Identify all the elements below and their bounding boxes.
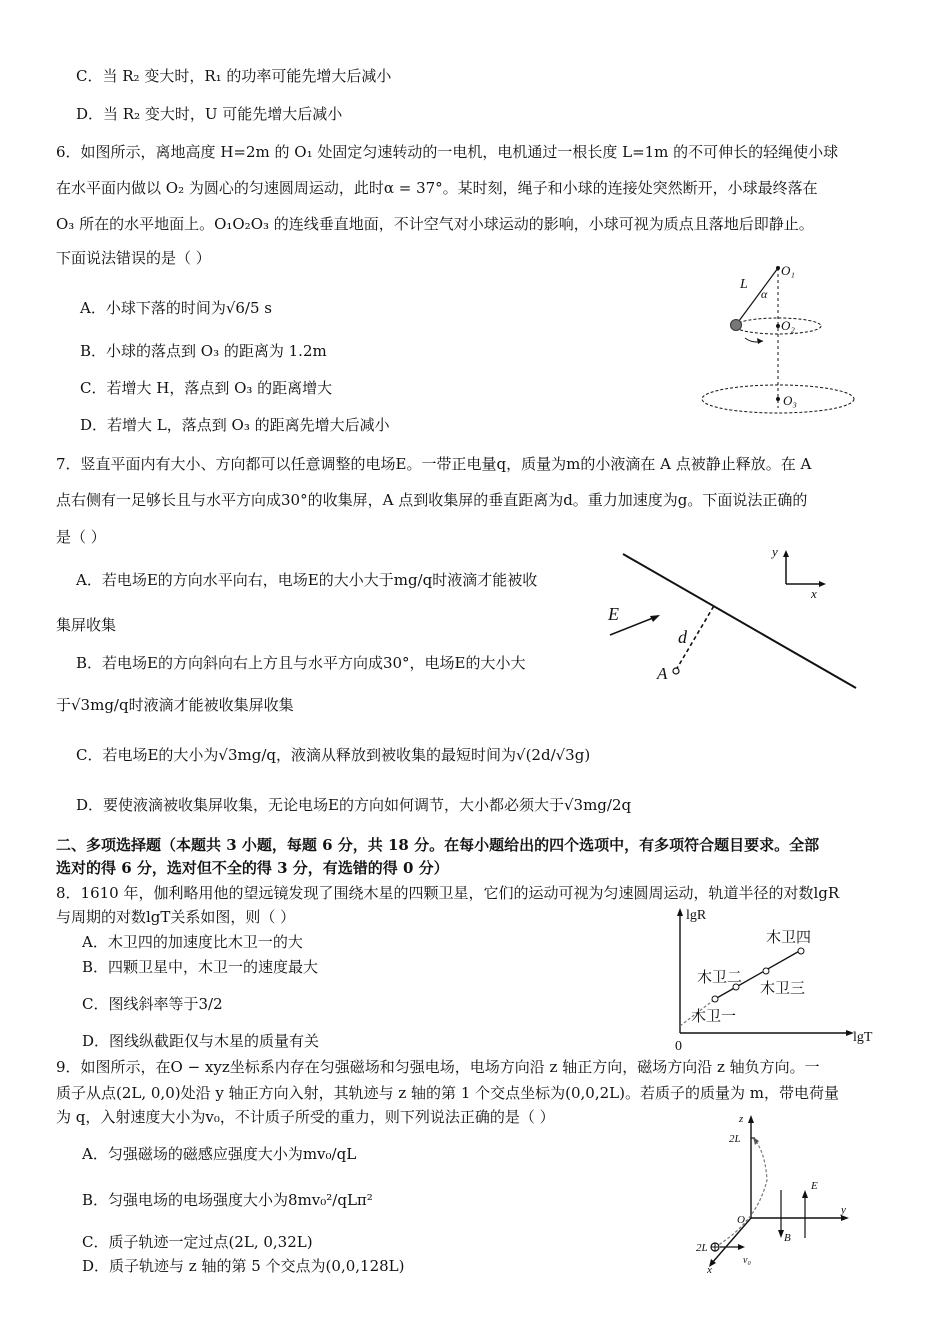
q8-lgR-lgT-graph	[665, 905, 885, 1055]
q8-stem-line1: 8．1610 年，伽利略用他的望远镜发现了围绕木星的四颗卫星，它们的运动可视为匀速圆周运动，轨道半径的对数lgR	[56, 884, 840, 902]
q6-fig-label-l: L	[740, 277, 748, 292]
q7-collection-screen-figure	[590, 540, 870, 700]
q9-fig-label-v0: v₀	[743, 1255, 751, 1266]
q7-fig-label-d: d	[678, 627, 687, 647]
q7-option-d: D．要使液滴被收集屏收集，无论电场E的方向如何调节，大小都必须大于√3mg/2q	[76, 796, 632, 814]
q8-ylabel: lgR	[686, 908, 707, 923]
q8-label-s1: 木卫一	[691, 1009, 737, 1025]
q6-fig-label-o2: O₂	[781, 318, 795, 333]
q6-pendulum-figure	[690, 258, 860, 418]
q9-fig-label-x: x	[707, 1264, 712, 1276]
q7-stem-line3: 是（ ）	[56, 528, 106, 546]
q6-option-c: C．若增大 H，落点到 O₃ 的距离增大	[80, 379, 333, 397]
q7-option-b-line2: 于√3mg/q时液滴才能被收集屏收集	[56, 696, 294, 714]
q9-coordinate-figure	[695, 1110, 865, 1275]
q7-option-b-line1: B．若电场E的方向斜向右上方且与水平方向成30°，电场E的大小大	[76, 654, 526, 672]
q9-fig-label-x2l: 2L	[696, 1242, 708, 1254]
q8-label-s4: 木卫四	[766, 930, 812, 946]
q9-fig-label-z2l: 2L	[729, 1133, 741, 1145]
q9-stem-line3: 为 q，入射速度大小为v₀，不计质子所受的重力，则下列说法正确的是（ ）	[56, 1108, 555, 1126]
q9-option-b: B．匀强电场的电场强度大小为8mv₀²/qLπ²	[82, 1191, 373, 1209]
q8-option-c: C．图线斜率等于3/2	[82, 995, 223, 1013]
q8-point-s4	[798, 948, 804, 954]
q7-fig-label-y: y	[772, 544, 778, 559]
q8-stem-line2: 与周期的对数lgT关系如图，则（ ）	[56, 908, 296, 926]
q8-origin: 0	[675, 1039, 682, 1054]
q6-stem-line3: O₃ 所在的水平地面上。O₁O₂O₃ 的连线垂直地面，不计空气对小球运动的影响，小球可视为质点且落地后即静止。	[56, 215, 814, 233]
q8-option-b: B．四颗卫星中，木卫一的速度最大	[82, 958, 319, 976]
q8-option-a: A．木卫四的加速度比木卫一的大	[82, 933, 303, 951]
q6-stem-line1: 6．如图所示，离地高度 H=2m 的 O₁ 处固定匀速转动的一电机，电机通过一根长度 L=1m 的不可伸长的轻绳使小球	[56, 143, 839, 161]
q9-option-a: A．匀强磁场的磁感应强度大小为mv₀/qL	[82, 1145, 357, 1163]
q5-option-d: D．当 R₂ 变大时，U 可能先增大后减小	[76, 105, 343, 123]
q6-fig-label-o1: O₁	[781, 263, 795, 278]
q8-label-s2: 木卫二	[697, 970, 743, 986]
q5-option-c: C．当 R₂ 变大时，R₁ 的功率可能先增大后减小	[76, 67, 392, 85]
q6-fig-label-o3: O₃	[783, 393, 797, 408]
q9-fig-label-o: O	[737, 1214, 745, 1226]
q8-label-s3: 木卫三	[760, 981, 806, 997]
q9-fig-label-z: z	[739, 1113, 744, 1125]
q9-option-c: C．质子轨迹一定过点(2L, 0,32L)	[82, 1233, 313, 1251]
q7-stem-line1: 7．竖直平面内有大小、方向都可以任意调整的电场E。一带正电量q，质量为m的小液滴在 A 点被静止释放。在 A	[56, 455, 812, 473]
q9-fig-label-e: E	[811, 1180, 818, 1192]
section2-heading-line2: 选对的得 6 分，选对但不全的得 3 分，有选错的得 0 分）	[56, 859, 449, 877]
q6-option-d: D．若增大 L，落点到 O₃ 的距离先增大后减小	[80, 416, 390, 434]
q7-option-a-line1: A．若电场E的方向水平向右，电场E的大小大于mg/q时液滴才能被收	[76, 571, 538, 589]
q8-xlabel: lgT	[853, 1030, 873, 1045]
q9-fig-label-b: B	[784, 1232, 791, 1244]
q8-point-s3	[763, 968, 769, 974]
q7-fig-label-x: x	[811, 586, 817, 601]
q6-stem-line4: 下面说法错误的是（ ）	[56, 249, 211, 267]
q7-option-c: C．若电场E的大小为√3mg/q，液滴从释放到被收集的最短时间为√(2d/√3g)	[76, 746, 591, 764]
q6-option-a: A．小球下落的时间为√6/5 s	[80, 299, 272, 317]
q7-fig-label-e: E	[608, 604, 619, 624]
q6-stem-line2: 在水平面内做以 O₂ 为圆心的匀速圆周运动，此时α = 37°。某时刻，绳子和小球的连接处突然断开，小球最终落在	[56, 179, 818, 197]
q8-point-s1	[712, 996, 718, 1002]
q6-fig-label-alpha: α	[761, 287, 768, 301]
q9-option-d: D．质子轨迹与 z 轴的第 5 个交点为(0,0,128L)	[82, 1257, 405, 1275]
q9-fig-label-y: y	[841, 1204, 846, 1216]
q9-stem-line2: 质子从点(2L, 0,0)处沿 y 轴正方向入射，其轨迹与 z 轴的第 1 个交点坐标为(0,0,2L)。若质子的质量为 m，带电荷量	[56, 1084, 839, 1102]
q9-stem-line1: 9．如图所示，在O − xyz坐标系内存在匀强磁场和匀强电场，电场方向沿 z 轴正方向，磁场方向沿 z 轴负方向。一	[56, 1058, 820, 1076]
section2-heading-line1: 二、多项选择题（本题共 3 小题，每题 6 分，共 18 分。在每小题给出的四个选项中，有多项符合题目要求。全部	[56, 836, 820, 854]
q7-fig-label-a: A	[657, 664, 668, 683]
q7-stem-line2: 点右侧有一足够长且与水平方向成30°的收集屏，A 点到收集屏的垂直距离为d。重力加速度为g。下面说法正确的	[56, 491, 808, 509]
q8-option-d: D．图线纵截距仅与木星的质量有关	[82, 1032, 320, 1050]
q7-option-a-line2: 集屏收集	[56, 616, 117, 634]
q6-option-b: B．小球的落点到 O₃ 的距离为 1.2m	[80, 342, 327, 360]
